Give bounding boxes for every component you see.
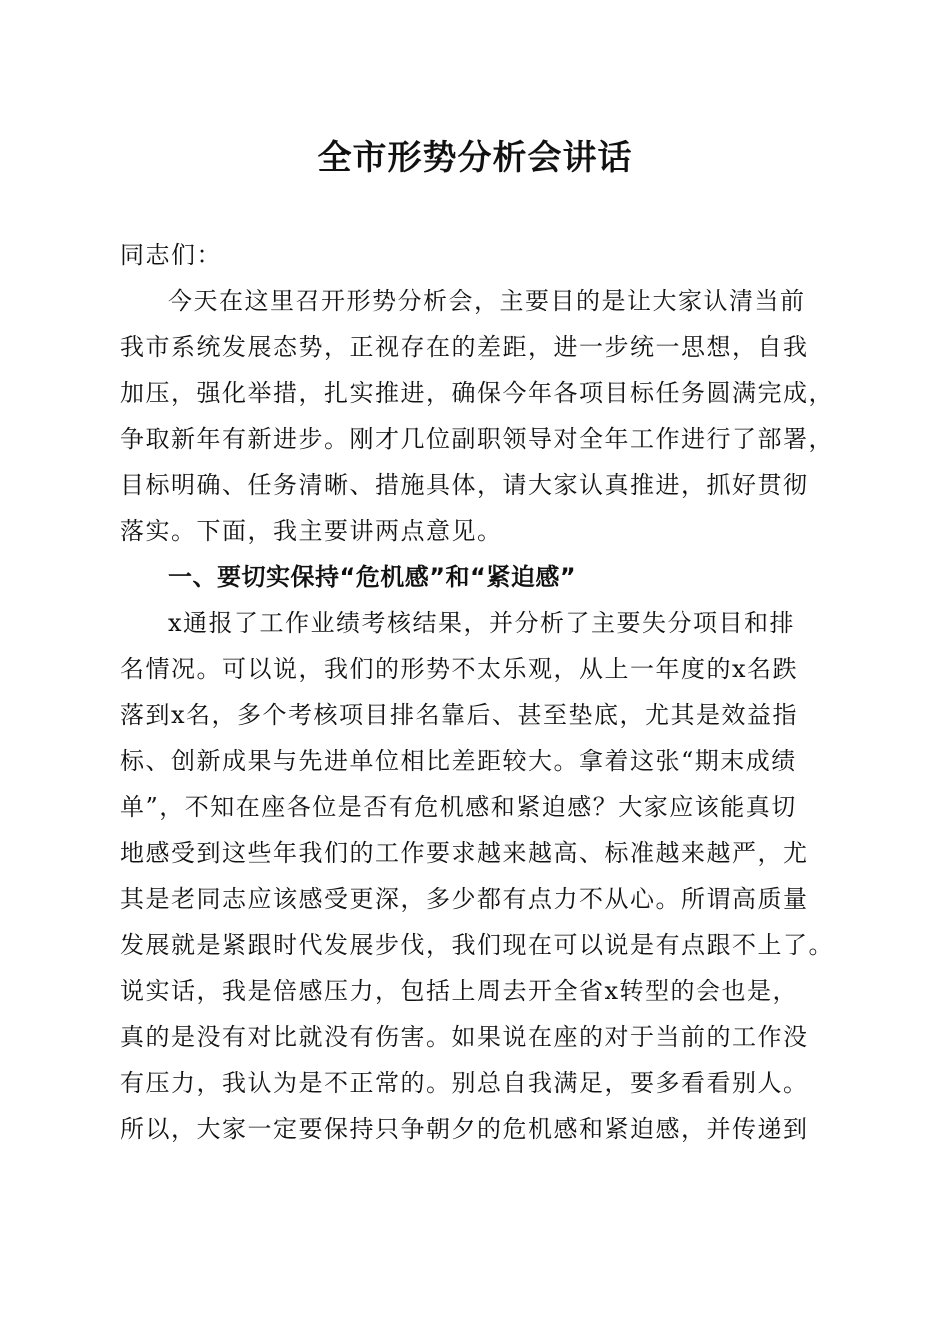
salutation: 同志们： <box>120 241 222 269</box>
document-title: 全市形势分析会讲话 <box>317 138 633 178</box>
paragraph-2-line-12: 所以，大家一定要保持只争朝夕的危机感和紧迫感，并传递到 <box>120 1115 809 1143</box>
paragraph-2-line-5: 单”，不知在座各位是否有危机感和紧迫感？大家应该能真切 <box>120 793 797 821</box>
section-heading-1: 一、要切实保持“危机感”和“紧迫感” <box>168 563 577 591</box>
paragraph-2-line-11: 有压力，我认为是不正常的。别总自我满足，要多看看别人。 <box>120 1069 809 1097</box>
paragraph-1-line-1: 今天在这里召开形势分析会，主要目的是让大家认清当前 <box>168 287 806 315</box>
paragraph-2-line-4: 标、创新成果与先进单位相比差距较大。拿着这张“期末成绩 <box>120 747 797 775</box>
paragraph-2-line-10: 真的是没有对比就没有伤害。如果说在座的对于当前的工作没 <box>120 1023 809 1051</box>
paragraph-1-line-3: 加压，强化举措，扎实推进，确保今年各项目标任务圆满完成， <box>120 379 834 407</box>
paragraph-2-line-3: 落到x名，多个考核项目排名靠后、甚至垫底，尤其是效益指 <box>120 701 799 729</box>
paragraph-1-line-5: 目标明确、任务清晰、措施具体，请大家认真推进，抓好贯彻 <box>120 471 809 499</box>
paragraph-2-line-9: 说实话，我是倍感压力，包括上周去开全省x转型的会也是， <box>120 977 799 1005</box>
paragraph-2-line-7: 其是老同志应该感受更深，多少都有点力不从心。所谓高质量 <box>120 885 809 913</box>
paragraph-1-line-6: 落实。下面，我主要讲两点意见。 <box>120 517 503 545</box>
paragraph-1-line-4: 争取新年有新进步。刚才几位副职领导对全年工作进行了部署， <box>120 425 834 453</box>
paragraph-2-line-8: 发展就是紧跟时代发展步伐，我们现在可以说是有点跟不上了。 <box>120 931 834 959</box>
paragraph-1-line-2: 我市系统发展态势，正视存在的差距，进一步统一思想，自我 <box>120 333 809 361</box>
paragraph-2-line-6: 地感受到这些年我们的工作要求越来越高、标准越来越严，尤 <box>120 839 809 867</box>
paragraph-2-line-2: 名情况。可以说，我们的形势不太乐观，从上一年度的x名跌 <box>120 655 799 683</box>
paragraph-2-line-1: x通报了工作业绩考核结果，并分析了主要失分项目和排 <box>168 609 796 637</box>
document-body <box>120 232 832 1152</box>
